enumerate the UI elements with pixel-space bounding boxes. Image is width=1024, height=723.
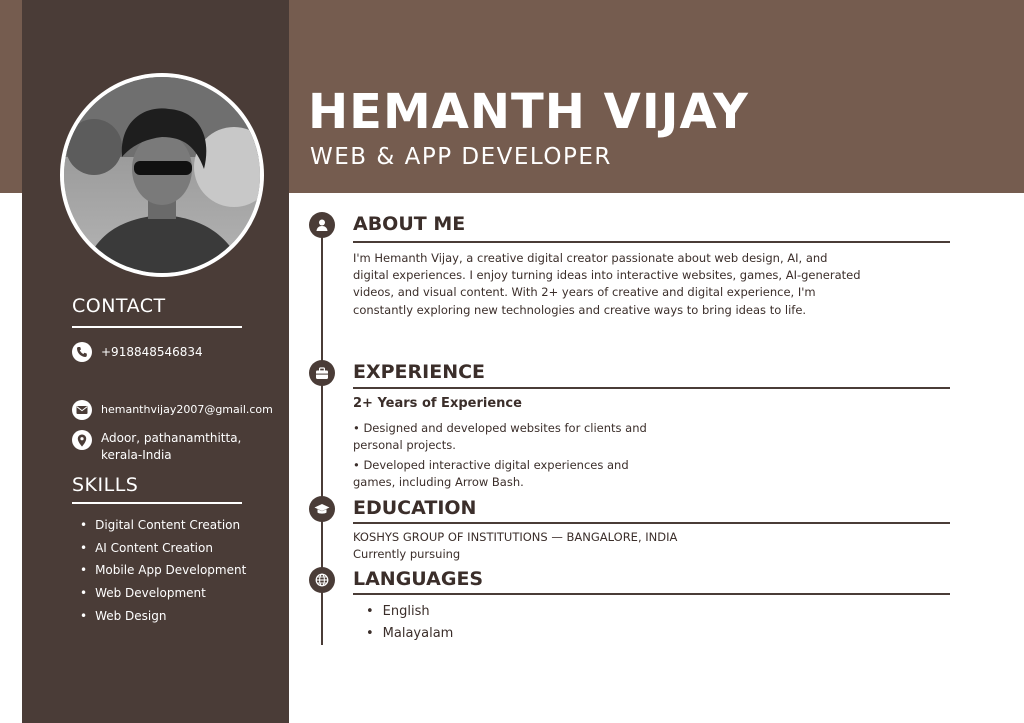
languages-heading: LANGUAGES bbox=[353, 568, 484, 590]
experience-subtitle: 2+ Years of Experience bbox=[353, 396, 522, 411]
about-heading: ABOUT ME bbox=[353, 213, 466, 235]
skill-item: • Mobile App Development bbox=[80, 559, 246, 582]
experience-divider bbox=[353, 387, 950, 389]
contact-divider bbox=[72, 326, 242, 328]
address-line-2: kerala-India bbox=[101, 448, 172, 462]
education-status: Currently pursuing bbox=[353, 547, 461, 561]
contact-heading: CONTACT bbox=[72, 295, 166, 317]
skills-list bbox=[80, 514, 246, 628]
education-institution: KOSHYS GROUP OF INSTITUTIONS — BANGALORE, INDIA bbox=[353, 530, 678, 544]
phone-icon bbox=[72, 342, 92, 362]
languages-divider bbox=[353, 593, 950, 595]
about-divider bbox=[353, 241, 950, 243]
email-address[interactable]: hemanthvijay2007@gmail.com bbox=[101, 403, 273, 416]
skill-item: • AI Content Creation bbox=[80, 537, 246, 560]
experience-heading: EXPERIENCE bbox=[353, 361, 486, 383]
profile-photo-image bbox=[64, 77, 260, 273]
skill-item: • Web Development bbox=[80, 582, 246, 605]
education-divider bbox=[353, 522, 950, 524]
about-text: I'm Hemanth Vijay, a creative digital creator passionate about web design, AI, and digital experiences. I enjoy turning ideas into interactive websites, games, AI-generated videos, and visual content. With 2+ years of creative and digital experience, I'm constantly exploring new technologies and creative ways to bring ideas to life. bbox=[353, 251, 861, 317]
globe-icon bbox=[309, 567, 335, 593]
mail-icon bbox=[72, 400, 92, 420]
profile-photo bbox=[64, 77, 260, 273]
phone-number[interactable]: +918848546834 bbox=[101, 345, 203, 359]
language-item: • English bbox=[366, 601, 453, 623]
education-heading: EDUCATION bbox=[353, 497, 477, 519]
location-pin-icon bbox=[72, 430, 92, 450]
skills-divider bbox=[72, 502, 242, 504]
graduation-cap-icon bbox=[309, 496, 335, 522]
languages-list bbox=[366, 601, 453, 644]
candidate-name: HEMANTH VIJAY bbox=[308, 84, 749, 140]
experience-item: • Developed interactive digital experiences and games, including Arrow Bash. bbox=[353, 458, 629, 490]
skills-heading: SKILLS bbox=[72, 474, 139, 496]
skill-item: • Digital Content Creation bbox=[80, 514, 246, 537]
language-item: • Malayalam bbox=[366, 623, 453, 645]
briefcase-icon bbox=[309, 360, 335, 386]
experience-item: • Designed and developed websites for clients and personal projects. bbox=[353, 421, 647, 453]
address-line-1: Adoor, pathanamthitta, bbox=[101, 431, 242, 445]
skill-item: • Web Design bbox=[80, 605, 246, 628]
person-icon bbox=[309, 212, 335, 238]
candidate-role: WEB & APP DEVELOPER bbox=[310, 144, 612, 170]
